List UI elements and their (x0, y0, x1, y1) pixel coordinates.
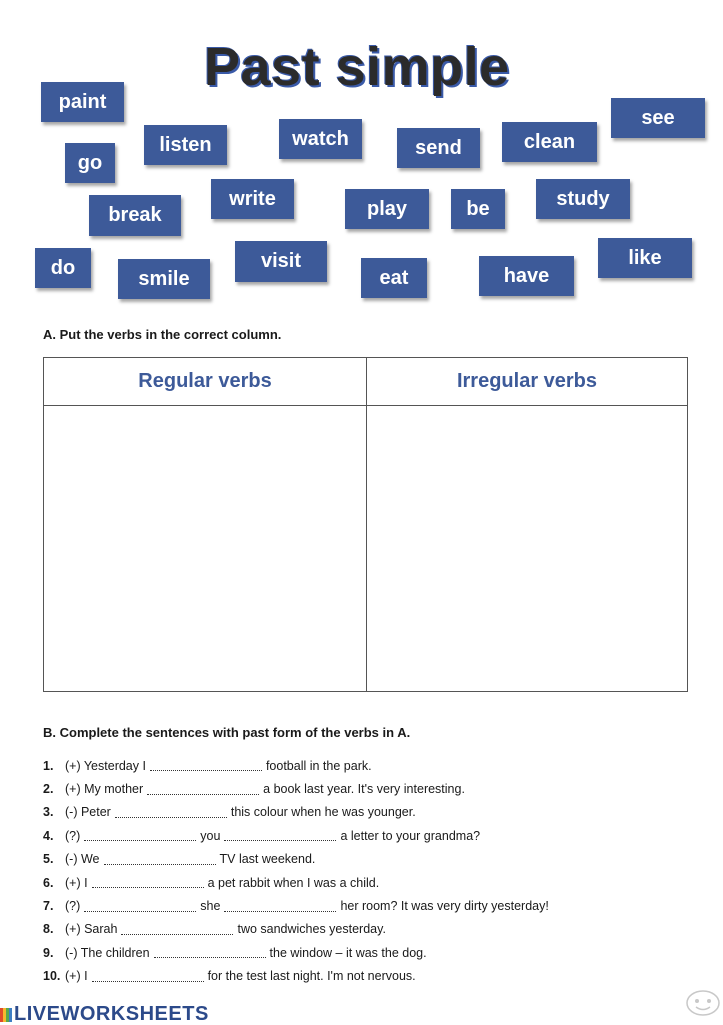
verb-columns-table (43, 357, 688, 692)
sentence-number: 1. (43, 758, 54, 773)
section-b-heading: B. Complete the sentences with past form of the verbs in A. (43, 725, 411, 740)
logo-text: LIVEWORKSHEETS (14, 1003, 209, 1025)
sentence-number: 9. (43, 945, 54, 960)
word-tile-eat[interactable]: eat (361, 258, 427, 298)
answer-blank[interactable] (115, 807, 227, 818)
sentence-text: a book last year. It's very interesting. (263, 782, 465, 797)
sentence-text: (+) I (65, 969, 88, 984)
sentence-item (43, 777, 683, 800)
sentence-text: (?) (65, 828, 81, 843)
word-tile-do[interactable]: do (35, 248, 91, 288)
regular-verbs-header: Regular verbs (44, 358, 366, 406)
sentence-item (43, 918, 683, 941)
word-tile-go[interactable]: go (65, 143, 115, 183)
sentence-item (43, 848, 683, 871)
sentence-list (43, 754, 683, 988)
sentence-text: you (200, 828, 221, 843)
sentence-text: for the test last night. I'm not nervous. (207, 969, 416, 984)
word-tile-clean[interactable]: clean (502, 122, 597, 162)
answer-blank[interactable] (154, 947, 266, 958)
sentence-text: (+) My mother (65, 782, 144, 797)
sentence-item (43, 941, 683, 964)
answer-blank[interactable] (92, 877, 204, 888)
watermark-icon (685, 988, 721, 1018)
sentence-number: 3. (43, 805, 54, 820)
word-tile-send[interactable]: send (397, 128, 480, 168)
regular-verbs-drop-zone[interactable] (44, 406, 366, 691)
sentence-item (43, 824, 683, 847)
sentence-item (43, 965, 683, 988)
sentence-number: 4. (43, 828, 54, 843)
word-tile-watch[interactable]: watch (279, 119, 362, 159)
answer-blank[interactable] (150, 760, 262, 771)
word-tile-listen[interactable]: listen (144, 125, 227, 165)
irregular-verbs-drop-zone[interactable] (367, 406, 687, 691)
sentence-item (43, 871, 683, 894)
sentence-text: her room? It was very dirty yesterday! (340, 899, 549, 914)
word-tile-write[interactable]: write (211, 179, 294, 219)
liveworksheets-logo (0, 1004, 209, 1024)
answer-blank[interactable] (224, 830, 336, 841)
section-a-heading: A. Put the verbs in the correct column. (43, 327, 282, 342)
answer-blank[interactable] (121, 924, 233, 935)
sentence-number: 8. (43, 922, 54, 937)
word-tile-have[interactable]: have (479, 256, 574, 296)
answer-blank[interactable] (84, 830, 196, 841)
sentence-item (43, 894, 683, 917)
word-tile-paint[interactable]: paint (41, 82, 124, 122)
answer-blank[interactable] (92, 971, 204, 982)
word-tile-see[interactable]: see (611, 98, 705, 138)
sentence-text: (-) Peter (65, 805, 111, 820)
sentence-number: 7. (43, 899, 54, 914)
sentence-text: (-) The children (65, 945, 150, 960)
word-tile-play[interactable]: play (345, 189, 429, 229)
sentence-item (43, 754, 683, 777)
sentence-text: (?) (65, 899, 81, 914)
sentence-number: 10. (43, 969, 61, 984)
sentence-text: TV last weekend. (219, 852, 316, 867)
answer-blank[interactable] (224, 901, 336, 912)
column-divider (366, 358, 367, 691)
sentence-text: a pet rabbit when I was a child. (207, 875, 380, 890)
word-tile-be[interactable]: be (451, 189, 505, 229)
sentence-text: the window – it was the dog. (269, 945, 427, 960)
sentence-text: (-) We (65, 852, 100, 867)
sentence-item (43, 801, 683, 824)
logo-mark-icon (0, 1008, 12, 1022)
answer-blank[interactable] (84, 901, 196, 912)
irregular-verbs-header: Irregular verbs (367, 358, 687, 406)
sentence-text: (+) Yesterday I (65, 758, 146, 773)
sentence-text: this colour when he was younger. (230, 805, 416, 820)
page-title: Past simple (204, 37, 510, 97)
word-tile-break[interactable]: break (89, 195, 181, 236)
word-tile-like[interactable]: like (598, 238, 692, 278)
word-tile-study[interactable]: study (536, 179, 630, 219)
sentence-text: (+) Sarah (65, 922, 118, 937)
sentence-text: (+) I (65, 875, 88, 890)
sentence-text: two sandwiches yesterday. (237, 922, 386, 937)
sentence-number: 6. (43, 875, 54, 890)
sentence-text: a letter to your grandma? (340, 828, 481, 843)
answer-blank[interactable] (104, 854, 216, 865)
sentence-text: she (200, 899, 221, 914)
sentence-text: football in the park. (265, 758, 372, 773)
sentence-number: 2. (43, 782, 54, 797)
word-tile-smile[interactable]: smile (118, 259, 210, 299)
sentence-number: 5. (43, 852, 54, 867)
word-tile-visit[interactable]: visit (235, 241, 327, 282)
answer-blank[interactable] (147, 784, 259, 795)
